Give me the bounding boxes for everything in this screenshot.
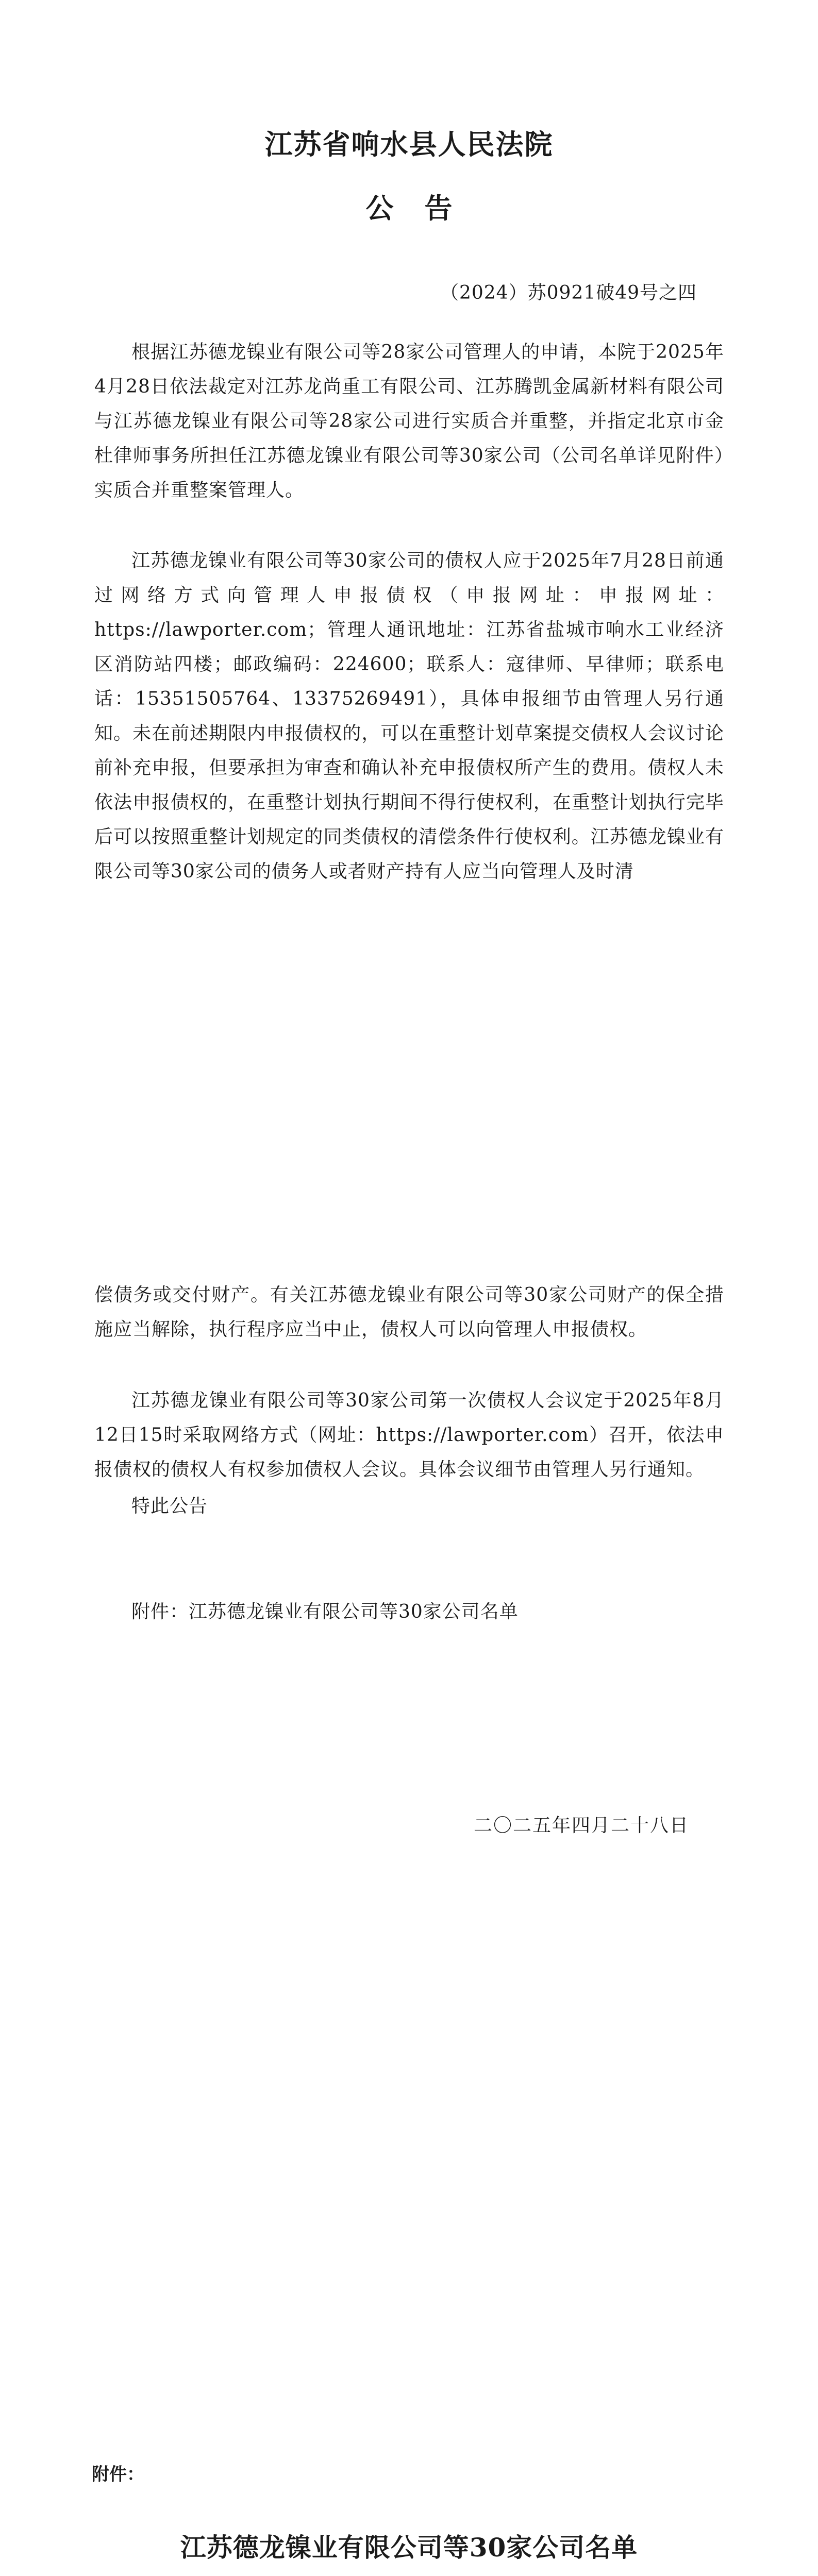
court-name: 江苏省响水县人民法院 <box>264 128 554 161</box>
paragraph-creditors-meeting: 江苏德龙镍业有限公司等30家公司第一次债权人会议定于2025年8月12日15时采取网络方式（网址：https://lawporter.com）召开，依法申报债权的债权人有权参加债权人会议。具体会议细节由管理人另行通知。 <box>94 1390 724 1480</box>
signing-date: 二〇二五年四月二十八日 <box>473 1815 689 1836</box>
case-number: （2024）苏0921破49号之四 <box>440 282 697 303</box>
paragraph-claims-continued: 偿债务或交付财产。有关江苏德龙镍业有限公司等30家公司财产的保全措施应当解除，执行程序应当中止，债权人可以向管理人申报债权。 <box>94 1284 724 1340</box>
appendix-label: 附件： <box>92 2464 144 2485</box>
paragraph-claims-declaration: 江苏德龙镍业有限公司等30家公司的债权人应于2025年7月28日前通过网络方式向管理人申报债权（申报网址：申报网址：https://lawporter.com；管理人通讯地址：江苏省盐城市响水工业经济区消防站四楼；邮政编码：224600；联系人：寇律师、早律师；联系电话：15351505764、13375269491），具体申报细节由管理人另行通知。未在前述期限内申报债权的，可以在重整计划草案提交债权人会议讨论前补充申报，但要承担为审查和确认补充申报债权所产生的费用。债权人未依法申报债权的，在重整计划执行期间不得行使权利，在重整计划执行完毕后可以按照重整计划规定的同类债权的清偿条件行使权利。江苏德龙镍业有限公司等30家公司的债务人或者财产持有人应当向管理人及时清 <box>94 550 724 882</box>
paragraph-restructuring-ruling: 根据江苏德龙镍业有限公司等28家公司管理人的申请，本院于2025年4月28日依法裁定对江苏龙尚重工有限公司、江苏腾凯金属新材料有限公司与江苏德龙镍业有限公司等28家公司进行实质合并重整，并指定北京市金杜律师事务所担任江苏德龙镍业有限公司等30家公司（公司名单详见附件）实质合并重整案管理人。 <box>94 342 724 501</box>
document-type-title: 公告 <box>365 192 483 225</box>
attachment-reference: 附件：江苏德龙镍业有限公司等30家公司名单 <box>131 1601 519 1622</box>
closing-phrase: 特此公告 <box>131 1496 208 1517</box>
company-list-title: 江苏德龙镍业有限公司等30家公司名单 <box>180 2532 638 2563</box>
